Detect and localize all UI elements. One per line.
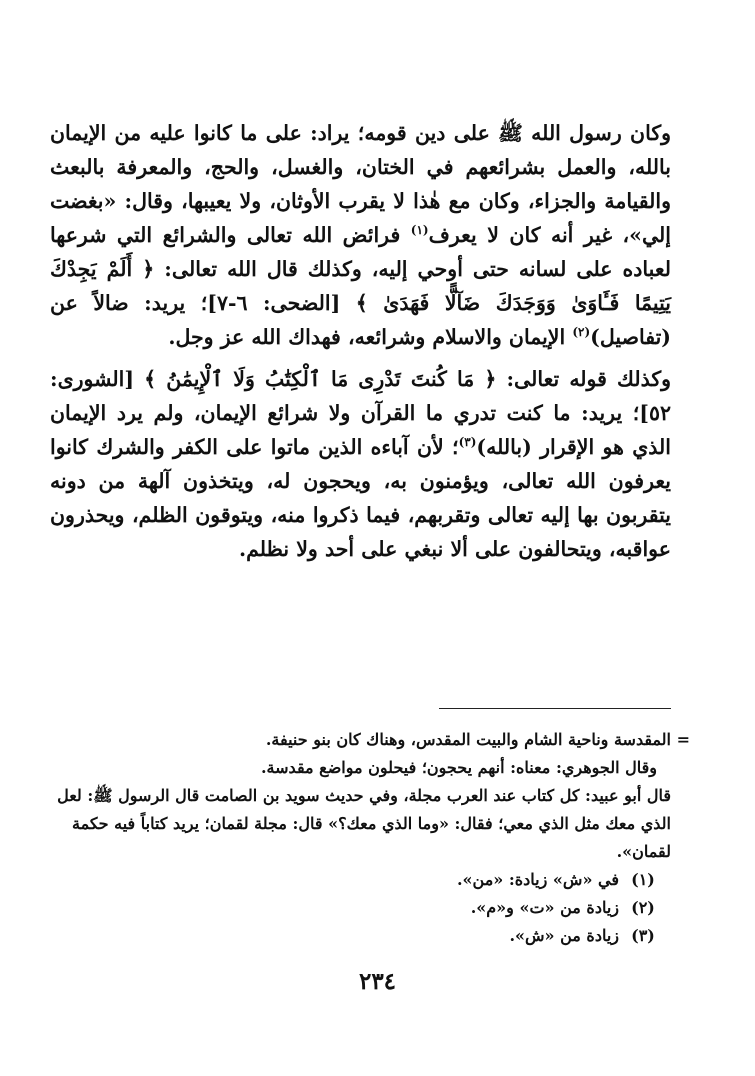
paragraph-1-text-c: [الضحى: ٦-٧]؛ يريد: ضالاً عن (تفاصيل) bbox=[50, 291, 671, 349]
footnote-1-text: في «ش» زيادة: «من». bbox=[456, 870, 619, 889]
footnote-ref-3: (٣) bbox=[458, 435, 477, 450]
paragraph-2 bbox=[50, 362, 671, 566]
paragraph-1-text-b: فرائض الله تعالى والشرائع التي شرعها لعباده على لسانه حتى أوحي إليه، وكذلك قال الله تعالى: bbox=[50, 223, 671, 281]
footnote-line-3: قال أبو عبيد: كل كتاب عند العرب مجلة، وفي حديث سويد بن الصامت قال الرسول ﷺ: لعل الذي معك مثل الذي معي؛ فقال: «وما الذي معك؟» قال: مجلة لقمان؛ يريد كتاباً فيه حكمة لقمان». bbox=[57, 786, 671, 861]
footnote-3-number: (٣) bbox=[631, 926, 655, 945]
footnote-ref-1: (١) bbox=[410, 223, 429, 238]
footnotes bbox=[50, 726, 690, 950]
footnote-2 bbox=[50, 894, 671, 922]
footnote-ref-2: (٢) bbox=[572, 325, 591, 340]
footnote-3 bbox=[50, 922, 671, 950]
page-number: ٢٣٤ bbox=[358, 968, 397, 995]
paragraph-2-text-c: ؛ لأن آباءه الذين ماتوا على الكفر والشرك كانوا يعرفون الله تعالى، ويؤمنون به، ويحجون له، ويتخذون آلهة من دونه يتقربون بها إليه تعالى وتقربهم، فيما ذكروا منه، ويتوقون الظلم، ويحذرون عواقبه، ويتحالفون على ألا نبغي على أحد ولا نظلم. bbox=[50, 435, 671, 561]
paragraph-1 bbox=[50, 116, 671, 354]
footnote-1-number: (١) bbox=[631, 870, 655, 889]
paragraph-2-text-b: [الشورى: ٥٢]؛ يريد: ما كنت تدري ما القرآن ولا شرائع الإيمان، ولم يرد الإيمان الذي هو الإقرار (بالله) bbox=[50, 367, 672, 459]
footnote-separator bbox=[439, 708, 671, 709]
footnote-2-number: (٢) bbox=[631, 898, 655, 917]
paragraph-2-text-a: وكذلك قوله تعالى: bbox=[496, 367, 671, 391]
footnote-line-2: وقال الجوهري: معناه: أنهم يحجون؛ فيحلون مواضع مقدسة. bbox=[260, 758, 657, 777]
footnote-1 bbox=[50, 866, 671, 894]
footnote-2-text: زيادة من «ت» و«م». bbox=[470, 898, 619, 917]
paragraph-1-text-a: وكان رسول الله ﷺ على دين قومه؛ يراد: على ما كانوا عليه من الإيمان بالله، والعمل بشرائعهم في الختان، والغسل، والحج، والمعرفة بالبعث والقيامة والجزاء، وكان مع هٰذا لا يقرب الأوثان، ولا يعيبها، وقال: «بغضت إلي»، غير أنه كان لا يعرف bbox=[50, 121, 671, 247]
footnote-3-text: زيادة من «ش». bbox=[509, 926, 619, 945]
paragraph-1-text-d: الإيمان والاسلام وشرائعه، فهداك الله عز وجل. bbox=[168, 325, 573, 349]
quran-verse-shura: ﴿ مَا كُنتَ تَدْرِى مَا ٱلْكِتَٰبُ وَلَا ٱلْإِيمَٰنُ ﴾ bbox=[144, 367, 497, 391]
quran-verse-duha: ﴿ أَلَمْ يَجِدْكَ يَتِيمًا فَـَٔاوَىٰ وَوَجَدَكَ ضَآلًّا فَهَدَىٰ ﴾ bbox=[50, 257, 671, 315]
footnote-line-1: المقدسة وناحية الشام والبيت المقدس، وهناك كان بنو حنيفة. bbox=[265, 730, 671, 749]
main-text bbox=[50, 116, 671, 566]
continuation-marker: = bbox=[676, 730, 690, 749]
footnote-continuation bbox=[50, 726, 690, 866]
